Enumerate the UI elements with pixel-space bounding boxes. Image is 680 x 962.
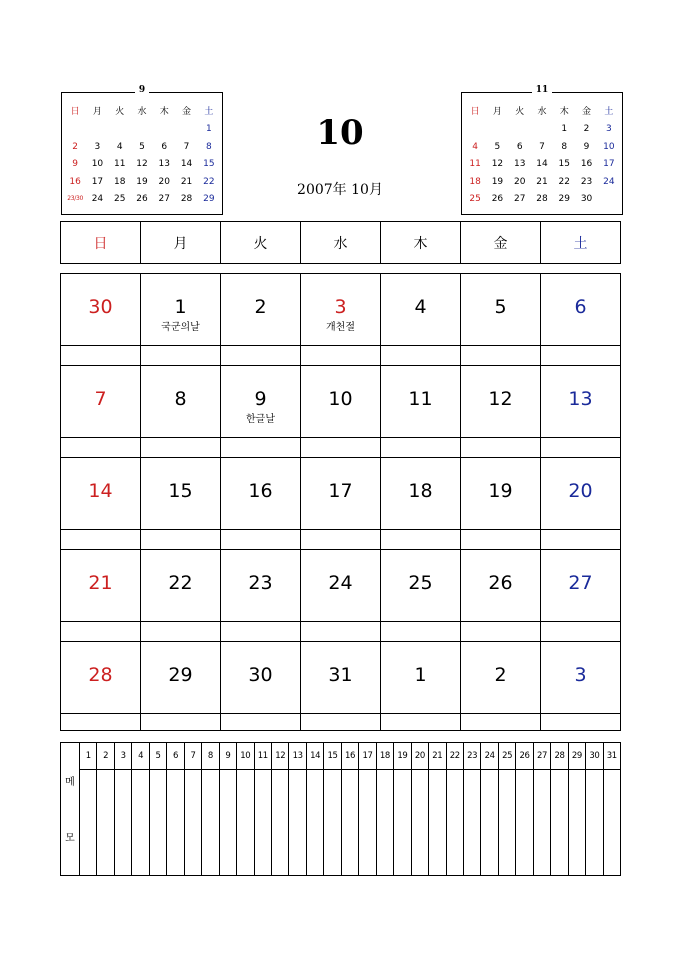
memo-column-number: 30 [586,743,602,770]
day-number: 1 [414,664,427,686]
mini-calendar-day: 7 [539,141,545,152]
mini-calendar-day: 15 [558,159,570,170]
mini-calendar-week [64,156,220,174]
mini-calendar-day: 18 [469,176,481,187]
day-cell[interactable] [461,642,541,730]
mini-calendar-weekday: 火 [515,106,525,117]
day-number: 7 [94,388,107,410]
memo-column-number: 9 [220,743,236,770]
mini-calendar-day: 28 [536,194,548,205]
mini-calendar-day: 3 [94,141,101,152]
memo-column-number: 27 [534,743,550,770]
month-calendar-grid [60,273,621,731]
memo-column-number: 2 [97,743,113,770]
memo-label-bottom: 모 [65,833,75,844]
memo-column-number: 4 [132,743,148,770]
day-cell[interactable] [141,274,221,365]
day-cell[interactable] [221,458,301,549]
day-number: 13 [568,388,593,410]
mini-calendar-day: 1 [561,124,568,135]
mini-calendar-weekday: 土 [204,106,214,117]
mini-calendar-day: 3 [605,124,612,135]
memo-column[interactable] [255,743,272,875]
mini-calendar-day: 12 [136,159,148,170]
week-row [61,274,620,366]
day-number: 2 [494,664,507,686]
memo-column[interactable] [394,743,411,875]
memo-column-number: 14 [307,743,323,770]
day-cell[interactable] [541,274,620,365]
day-number: 17 [328,480,353,502]
day-note-divider [221,713,300,714]
memo-column[interactable] [185,743,202,875]
memo-column-number: 19 [394,743,410,770]
day-cell[interactable] [61,642,141,730]
day-number: 6 [574,296,587,318]
memo-column[interactable] [307,743,324,875]
weekday-header-cell: 木 [381,222,461,263]
memo-column-number: 21 [429,743,445,770]
day-number: 20 [568,480,593,502]
memo-column[interactable] [220,743,237,875]
memo-column-number: 3 [115,743,131,770]
mini-calendar-day: 2 [583,124,590,135]
day-note-divider [461,713,540,714]
memo-column[interactable] [604,743,620,875]
mini-calendar-day: 16 [69,176,81,187]
memo-column-number: 15 [324,743,340,770]
holiday-label: 국군의날 [161,322,200,333]
mini-calendar-grid [464,103,620,208]
day-number: 2 [254,296,267,318]
day-cell[interactable] [301,366,381,457]
day-cell[interactable] [541,550,620,641]
day-note-divider [301,621,380,622]
memo-column[interactable] [80,743,97,875]
mini-calendar-day: 26 [136,194,148,205]
day-cell[interactable] [461,550,541,641]
mini-calendar-day: 29 [203,194,215,205]
mini-calendar-weekday: 金 [182,106,192,117]
day-note-divider [541,437,620,438]
mini-calendar-day: 29 [558,194,570,205]
memo-column-number: 29 [569,743,585,770]
memo-column[interactable] [97,743,114,875]
day-note-divider [141,713,220,714]
mini-calendar-day: 30 [580,194,593,205]
day-number: 11 [408,388,433,410]
day-number: 25 [408,572,433,594]
day-note-divider [381,621,460,622]
day-note-divider [301,437,380,438]
mini-calendar-day: 27 [513,194,526,205]
mini-calendar-weekday: 火 [115,106,125,117]
memo-column[interactable] [516,743,533,875]
day-number: 23 [248,572,273,594]
day-note-divider [381,713,460,714]
day-cell[interactable] [61,550,141,641]
day-note-divider [141,621,220,622]
day-note-divider [221,529,300,530]
memo-column[interactable] [150,743,167,875]
mini-calendar-next-month [461,85,623,215]
mini-calendar-day: 26 [491,194,504,205]
mini-calendar-weekday: 水 [537,106,547,117]
mini-calendar-week [64,173,220,191]
mini-calendar-day: 21 [180,176,193,187]
day-note-divider [381,437,460,438]
mini-calendar-day: 4 [116,141,123,152]
memo-column-number: 6 [167,743,183,770]
day-note-divider [221,437,300,438]
day-number: 3 [334,296,347,318]
mini-calendar-day: 1 [205,124,212,135]
memo-column[interactable] [429,743,446,875]
memo-column-number: 20 [412,743,428,770]
day-cell[interactable] [381,274,461,365]
day-number: 24 [328,572,353,594]
memo-column[interactable] [289,743,306,875]
mini-calendar-day: 14 [180,159,193,170]
weekday-header-cell: 火 [221,222,301,263]
mini-calendar-weekday: 月 [492,106,502,117]
day-number: 30 [88,296,113,318]
mini-calendar-grid [64,103,220,208]
mini-calendar-day: 13 [158,159,170,170]
day-cell[interactable] [141,458,221,549]
day-cell[interactable] [141,366,221,457]
memo-column-number: 7 [185,743,201,770]
mini-calendar-weekday: 月 [92,106,102,117]
day-note-divider [141,529,220,530]
day-cell[interactable] [221,550,301,641]
day-cell[interactable] [141,550,221,641]
day-number: 31 [328,664,353,686]
memo-column[interactable] [272,743,289,875]
mini-calendar-day: 6 [516,141,523,152]
day-note-divider [541,345,620,346]
memo-column[interactable] [447,743,464,875]
memo-label [61,743,80,875]
mini-calendar-weekday: 金 [582,106,592,117]
memo-column[interactable] [551,743,568,875]
memo-column[interactable] [115,743,132,875]
mini-calendar-week [464,138,620,156]
mini-calendar-day: 12 [491,159,504,170]
mini-calendar-day: 24 [603,176,615,187]
mini-calendar-day: 18 [113,176,126,187]
memo-column[interactable] [586,743,603,875]
mini-calendar-day: 11 [469,159,481,170]
mini-calendar-day: 10 [91,159,104,170]
day-cell[interactable] [221,642,301,730]
day-note-divider [221,621,300,622]
memo-column[interactable] [324,743,341,875]
day-cell[interactable] [301,458,381,549]
day-note-divider [541,713,620,714]
mini-calendar-day: 8 [205,141,212,152]
mini-calendar-day: 20 [513,176,526,187]
mini-calendar-day: 7 [183,141,190,152]
memo-column[interactable] [412,743,429,875]
day-note-divider [301,529,380,530]
mini-calendar-day: 10 [603,141,615,152]
day-note-divider [61,345,140,346]
memo-column[interactable] [569,743,586,875]
memo-column-number: 31 [604,743,620,770]
mini-calendar-day: 20 [158,176,170,187]
day-note-divider [61,713,140,714]
mini-calendar-day: 17 [91,176,104,187]
memo-column[interactable] [377,743,394,875]
day-cell[interactable] [61,366,141,457]
day-number: 26 [488,572,513,594]
day-note-divider [61,529,140,530]
week-row [61,642,620,730]
memo-column-number: 13 [289,743,305,770]
mini-calendar-weekday-row [464,103,620,121]
day-cell[interactable] [141,642,221,730]
memo-column-number: 23 [464,743,480,770]
memo-column[interactable] [167,743,184,875]
day-cell[interactable] [461,458,541,549]
memo-column-number: 12 [272,743,288,770]
week-row [61,550,620,642]
mini-calendar-day: 9 [72,159,78,170]
weekday-header-row [60,221,621,264]
mini-calendar-weekday: 日 [470,106,480,117]
mini-calendar-week [464,191,620,209]
day-number: 28 [88,664,113,686]
weekday-header-cell: 金 [461,222,541,263]
mini-calendar-day: 16 [580,159,593,170]
memo-column-number: 24 [481,743,497,770]
day-note-divider [381,345,460,346]
memo-column-number: 1 [80,743,96,770]
mini-calendar-week [464,121,620,139]
memo-column[interactable] [237,743,254,875]
day-note-divider [461,529,540,530]
memo-column-number: 5 [150,743,166,770]
mini-calendar-day: 22 [558,176,570,187]
mini-calendar-weekday: 水 [137,106,147,117]
mini-calendar-day: 23/30 [67,195,84,203]
mini-calendar-day: 25 [469,194,481,205]
memo-column[interactable] [464,743,481,875]
mini-calendar-day: 14 [536,159,548,170]
day-note-divider [461,345,540,346]
mini-calendar-day: 28 [180,194,193,205]
year-month-subtitle: 2007年 10月 [297,182,383,198]
mini-calendar-day: 24 [91,194,104,205]
day-number: 5 [494,296,507,318]
mini-calendar-week [64,138,220,156]
day-note-divider [221,345,300,346]
day-cell[interactable] [301,550,381,641]
weekday-header-cell: 月 [141,222,221,263]
memo-column-number: 25 [499,743,515,770]
day-cell[interactable] [541,366,620,457]
day-number: 21 [88,572,113,594]
mini-calendar-day: 25 [113,194,126,205]
day-number: 22 [168,572,193,594]
mini-calendar-next-label: 11 [532,85,553,95]
mini-calendar-week [464,156,620,174]
mini-calendar-day: 8 [561,141,568,152]
day-note-divider [301,345,380,346]
memo-column-number: 10 [237,743,253,770]
mini-calendar-weekday: 木 [559,106,569,117]
day-number: 18 [408,480,433,502]
day-note-divider [461,437,540,438]
memo-label-top: 메 [65,777,75,788]
day-cell[interactable] [461,274,541,365]
day-number: 12 [488,388,513,410]
day-cell[interactable] [61,458,141,549]
day-cell[interactable] [541,642,620,730]
day-number: 8 [174,388,187,410]
mini-calendar-day: 11 [113,159,126,170]
day-cell[interactable] [381,366,461,457]
day-note-divider [541,529,620,530]
mini-calendar-weekday: 木 [159,106,169,117]
day-note-divider [61,621,140,622]
mini-calendar-day: 15 [203,159,215,170]
memo-column-number: 11 [255,743,271,770]
day-cell[interactable] [381,642,461,730]
memo-column[interactable] [132,743,149,875]
mini-calendar-day: 9 [583,141,590,152]
mini-calendar-day: 27 [158,194,170,205]
memo-column-number: 28 [551,743,567,770]
day-cell[interactable] [381,458,461,549]
day-number: 27 [568,572,593,594]
day-number: 16 [248,480,273,502]
memo-column[interactable] [359,743,376,875]
week-row [61,366,620,458]
week-row [61,458,620,550]
mini-calendar-day: 5 [494,141,501,152]
weekday-header-cell: 日 [61,222,141,263]
day-note-divider [541,621,620,622]
mini-calendar-day: 5 [139,141,145,152]
day-cell[interactable] [541,458,620,549]
mini-calendar-week [464,173,620,191]
memo-column[interactable] [534,743,551,875]
day-note-divider [301,713,380,714]
month-number-title: 10 [316,113,364,153]
memo-column-number: 16 [342,743,358,770]
day-number: 10 [328,388,353,410]
day-number: 9 [254,388,267,410]
day-note-divider [141,437,220,438]
day-number: 3 [574,664,587,686]
day-note-divider [381,529,460,530]
day-number: 15 [168,480,193,502]
day-cell[interactable] [221,366,301,457]
day-number: 14 [88,480,113,502]
memo-column-number: 8 [202,743,218,770]
day-number: 4 [414,296,427,318]
memo-column-number: 22 [447,743,463,770]
memo-table [60,742,621,876]
day-number: 19 [488,480,513,502]
mini-calendar-week [64,121,220,139]
day-cell[interactable] [61,274,141,365]
holiday-label: 한글날 [246,414,275,425]
day-number: 30 [248,664,273,686]
memo-column-number: 26 [516,743,532,770]
mini-calendar-previous-label: 9 [135,85,149,95]
day-number: 29 [168,664,193,686]
mini-calendar-day: 19 [136,176,148,187]
weekday-header-cell: 土 [573,235,588,252]
mini-calendar-day: 2 [72,141,78,152]
memo-column[interactable] [481,743,498,875]
mini-calendar-day: 22 [203,176,215,187]
day-cell[interactable] [381,550,461,641]
mini-calendar-day: 19 [491,176,504,187]
holiday-label: 개천절 [326,322,355,333]
memo-column-number: 17 [359,743,375,770]
memo-column[interactable] [499,743,516,875]
mini-calendar-day: 6 [161,141,168,152]
mini-calendar-day: 4 [472,141,478,152]
mini-calendar-weekday: 日 [70,106,80,117]
memo-column-number: 18 [377,743,393,770]
day-cell[interactable] [301,274,381,365]
memo-columns [80,743,620,875]
mini-calendar-weekday-row [64,103,220,121]
mini-calendar-day: 21 [536,176,548,187]
day-cell[interactable] [221,274,301,365]
mini-calendar-day: 23 [580,176,593,187]
day-cell[interactable] [301,642,381,730]
mini-calendar-week [64,191,220,209]
memo-column[interactable] [202,743,219,875]
memo-column[interactable] [342,743,359,875]
day-cell[interactable] [461,366,541,457]
day-note-divider [61,437,140,438]
weekday-header-cell: 水 [301,222,381,263]
mini-calendar-day: 13 [513,159,526,170]
mini-calendar-day: 17 [603,159,615,170]
day-note-divider [461,621,540,622]
mini-calendar-weekday: 土 [604,106,614,117]
day-note-divider [141,345,220,346]
mini-calendar-previous-month [61,85,223,215]
day-number: 1 [174,296,187,318]
